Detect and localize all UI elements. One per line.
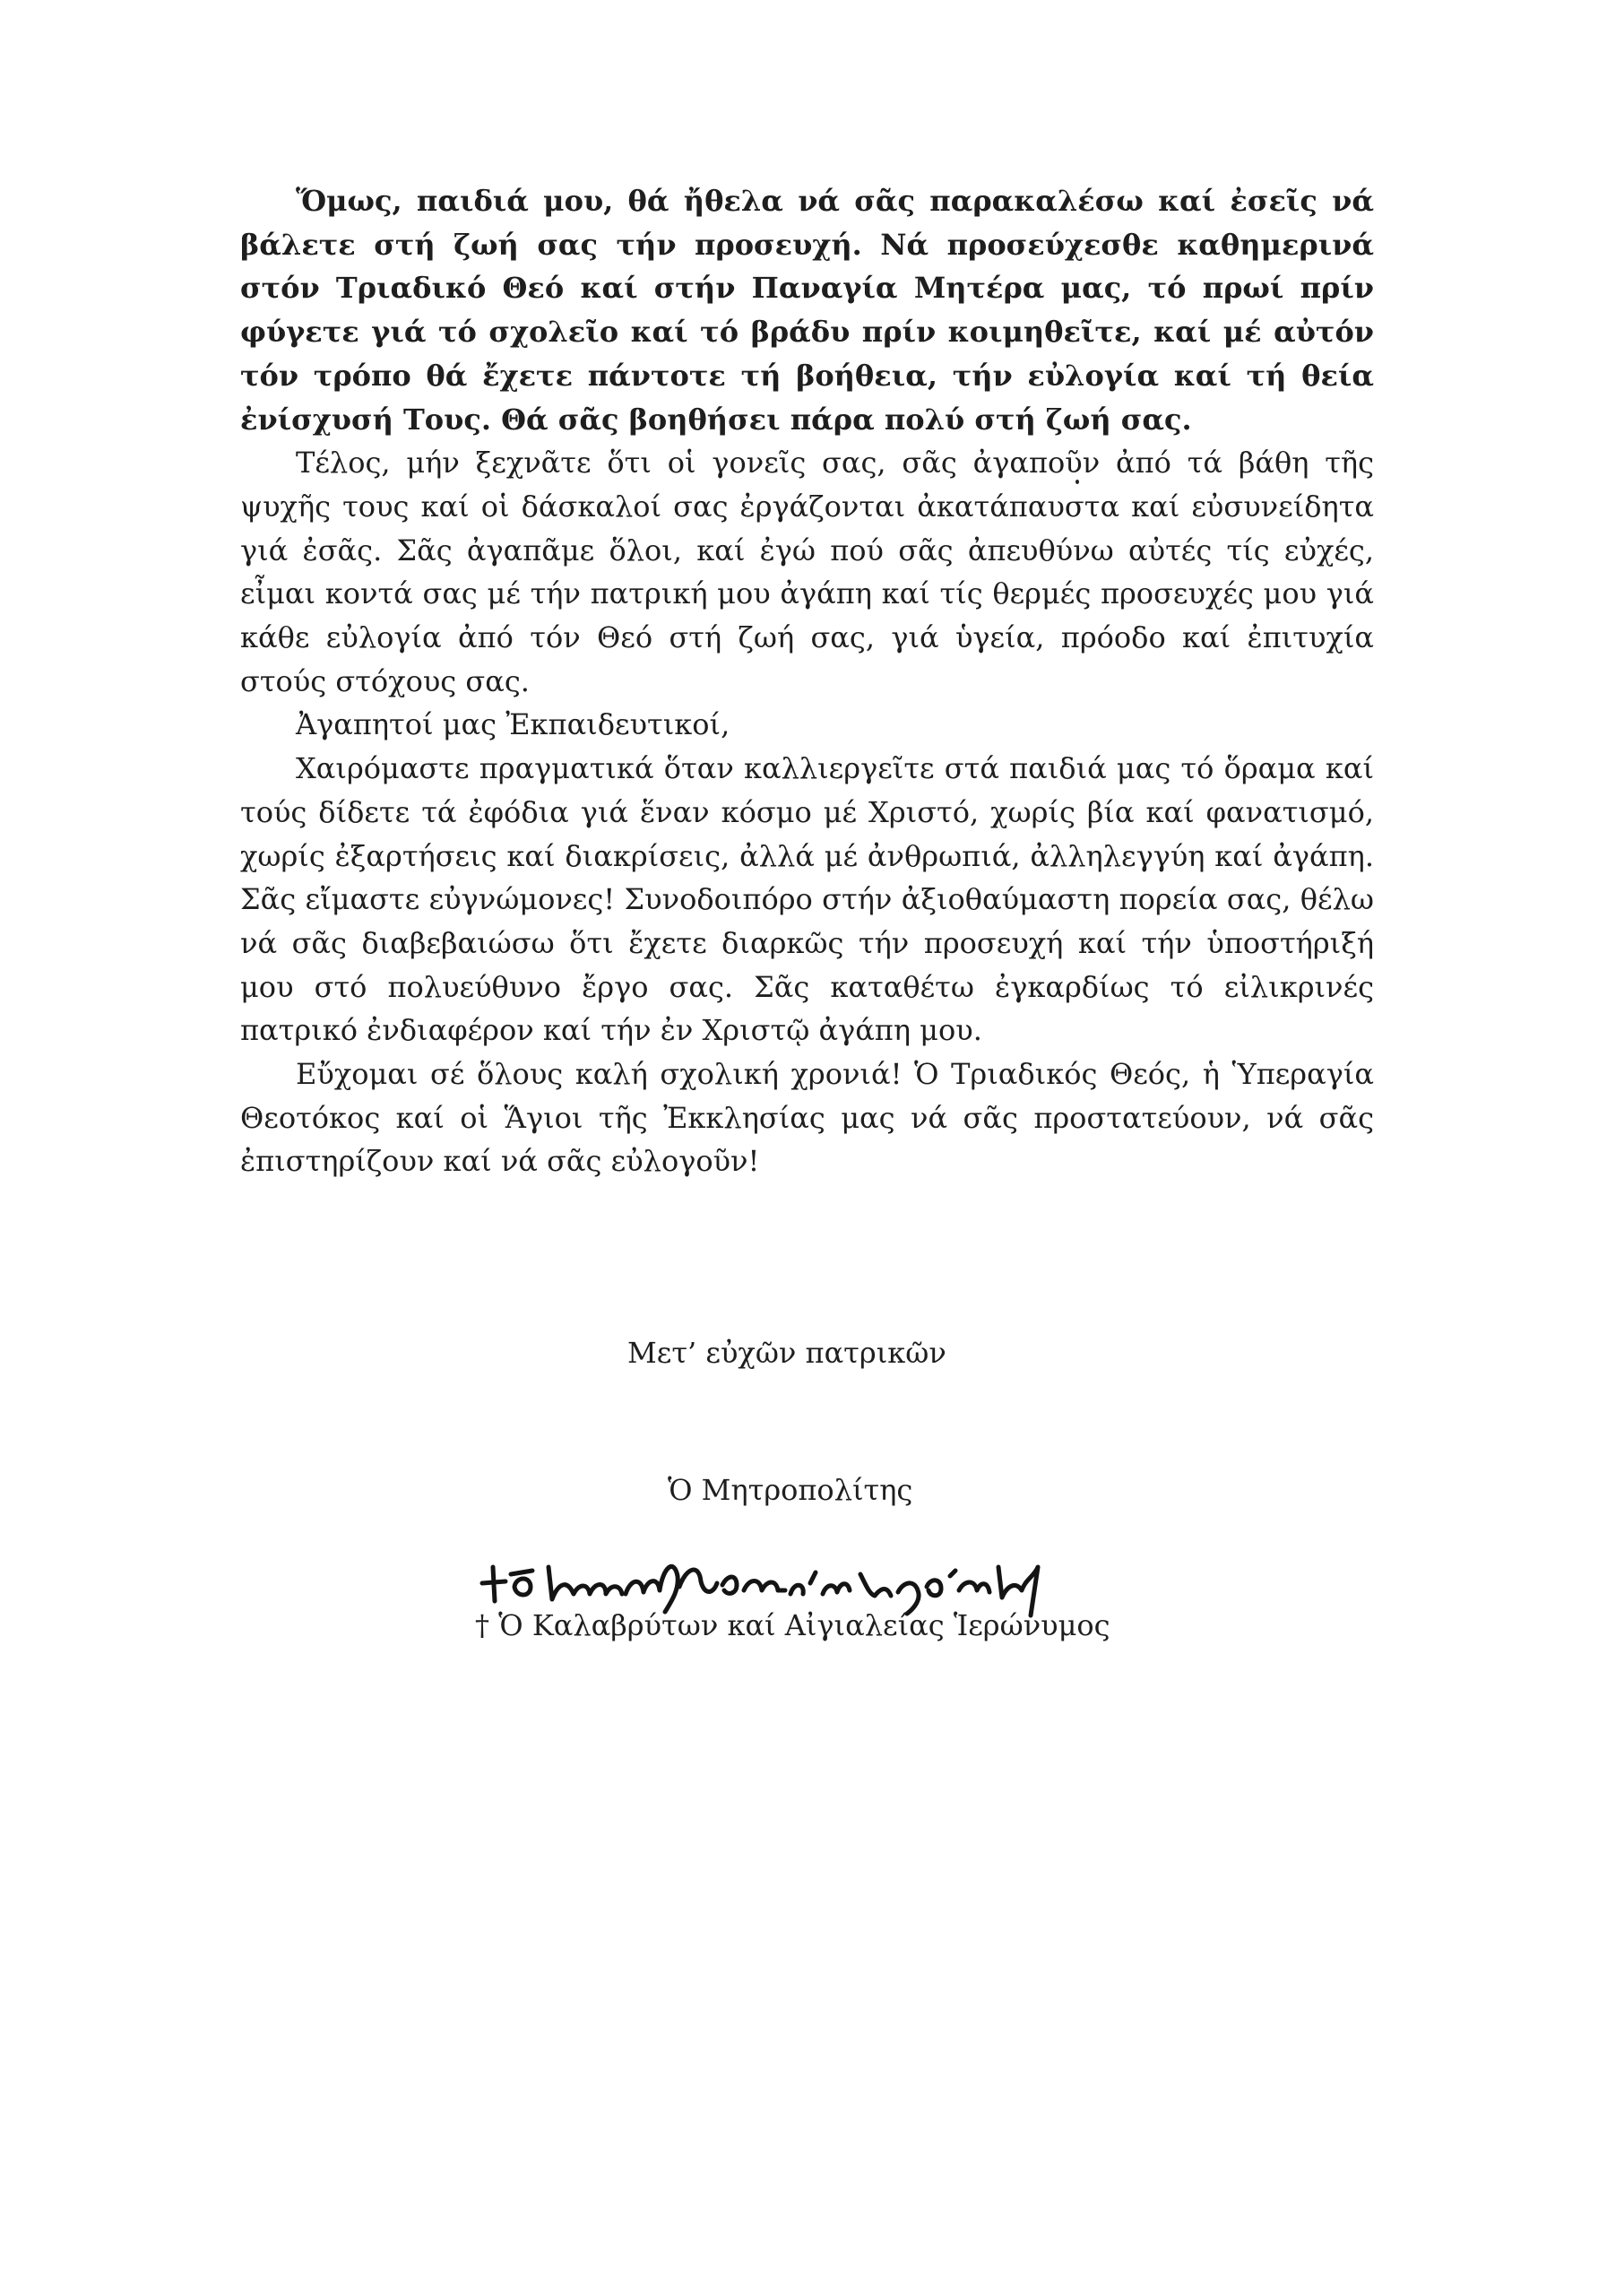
- paragraph-parents-teachers: Τέλος, μήν ξεχνᾶτε ὅτι οἱ γονεῖς σας, σᾶς ἀγαποῦν ἀπό τά βάθη τῆς ψυχῆς τους καί οἱ δάσκαλοί σας ἐργάζονται ἀκατάπαυστα καί εὐσυνείδητα γιά ἐσᾶς. Σᾶς ἀγαπᾶμε ὅλοι, καί ἐγώ πού σᾶς ἀπευθύνω αὐτές τίς εὐχές, εἶμαι κοντά σας μέ τήν πατρική μου ἀγάπη καί τίς θερμές προσευχές μου γιά κάθε εὐλογία ἀπό τόν Θεό στή ζωή σας, γιά ὑγεία, πρόοδο καί ἐπιτυχία στούς στόχους σας.: [240, 446, 1374, 698]
- sender-title: Ὁ Μητροπολίτης: [668, 1473, 913, 1507]
- paragraph-wishes: Εὔχομαι σέ ὅλους καλή σχολική χρονιά! Ὁ Τριαδικός Θεός, ἡ Ὑπεραγία Θεοτόκος καί οἱ Ἅγιοι τῆς Ἐκκλησίας μας νά σᾶς προστατεύουν, νά σᾶς ἐπιστηρίζουν καί νά σᾶς εὐλογοῦν!: [240, 1057, 1374, 1179]
- ink-speck: [1075, 480, 1079, 484]
- handwritten-signature: [475, 1531, 1084, 1621]
- signatory-name: † Ὁ Καλαβρύτων καί Αἰγιαλείας Ἱερώνυμος: [475, 1608, 1110, 1642]
- letter-body: [240, 179, 1374, 1183]
- paragraph-educators: Χαιρόμαστε πραγματικά ὅταν καλλιεργεῖτε στά παιδιά μας τό ὅραμα καί τούς δίδετε τά ἐφόδια γιά ἕναν κόσμο μέ Χριστό, χωρίς βία καί φανατισμό, χωρίς ἐξαρτήσεις καί διακρίσεις, ἀλλά μέ ἀνθρωπιά, ἀλληλεγγύη καί ἀγάπη. Σᾶς εἴμαστε εὐγνώμονες! Συνοδοιπόρο στήν ἀξιοθαύμαστη πορεία σας, θέλω νά σᾶς διαβεβαιώσω ὅτι ἔχετε διαρκῶς τήν προσευχή καί τήν ὑποστήριξή μου στό πολυεύθυνο ἔργο σας. Σᾶς καταθέτω ἐγκαρδίως τό εἰλικρινές πατρικό ἐνδιαφέρον καί τήν ἐν Χριστῷ ἀγάπη μου.: [240, 751, 1374, 1048]
- paragraph-prayer: Ὅμως, παιδιά μου, θά ἤθελα νά σᾶς παρακαλέσω καί ἐσεῖς νά βάλετε στή ζωή σας τήν προσευχή. Νά προσεύχεσθε καθημερινά στόν Τριαδικό Θεό καί στήν Παναγία Μητέρα μας, τό πρωί πρίν φύγετε γιά τό σχολεῖο καί τό βράδυ πρίν κοιμηθεῖτε, καί μέ αὐτόν τόν τρόπο θά ἔχετε πάντοτε τή βοήθεια, τήν εὐλογία καί τή θεία ἐνίσχυσή Τους. Θά σᾶς βοηθήσει πάρα πολύ στή ζωή σας.: [240, 184, 1374, 437]
- paragraph-educators-salutation: Ἀγαπητοί μας Ἐκπαιδευτικοί,: [296, 707, 730, 742]
- closing-line: Μετ’ εὐχῶν πατρικῶν: [627, 1336, 946, 1370]
